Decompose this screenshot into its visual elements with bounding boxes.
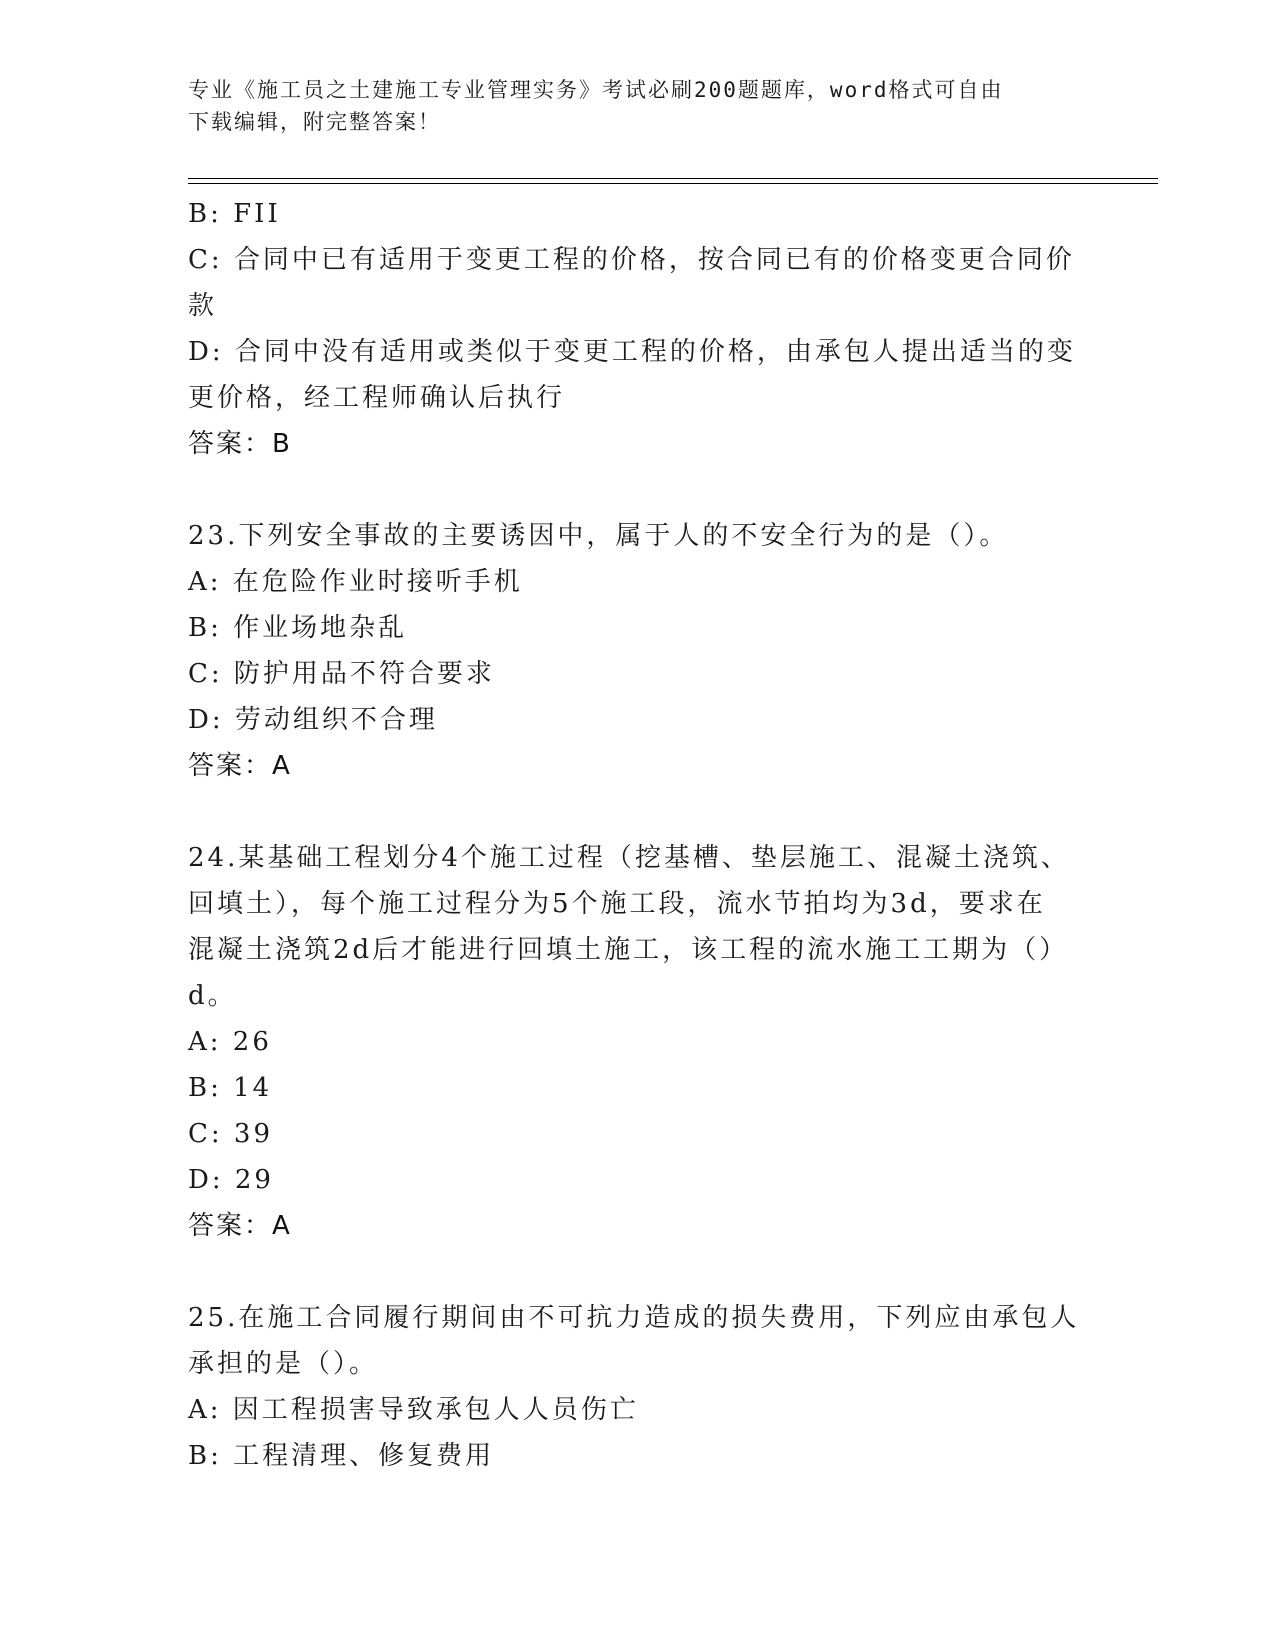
option-b: B: 作业场地杂乱 (188, 613, 408, 643)
question-stem-line-2: 回填土），每个施工过程分为5个施工段，流水节拍均为3d，要求在 (188, 889, 1046, 919)
spacer (188, 467, 1078, 513)
option-d: D: 29 (188, 1165, 274, 1195)
question-stem-line-4: d。 (188, 981, 237, 1011)
question-stem-line-2: 承担的是（）。 (188, 1349, 379, 1379)
option-d: D: 劳动组织不合理 (188, 705, 438, 735)
question-22-continued (188, 191, 1078, 467)
option-c: C: 39 (188, 1119, 274, 1149)
spacer (188, 789, 1078, 835)
option-b: B: 14 (188, 1073, 273, 1103)
option-d-line-1: D: 合同中没有适用或类似于变更工程的价格，由承包人提出适当的变 (188, 337, 1076, 367)
option-b: B: FII (188, 199, 281, 229)
header-divider-top (188, 178, 1158, 179)
option-b: B: 工程清理、修复费用 (188, 1441, 495, 1471)
document-header (188, 74, 1088, 138)
answer: 答案：A (188, 1211, 292, 1241)
header-line-2: 下载编辑，附完整答案！ (188, 110, 441, 134)
option-c-line-1: C: 合同中已有适用于变更工程的价格，按合同已有的价格变更合同价 (188, 245, 1075, 275)
option-a: A: 26 (188, 1027, 272, 1057)
answer: 答案：A (188, 751, 292, 781)
document-body (188, 191, 1078, 1479)
question-stem-line-1: 24.某基础工程划分4个施工过程（挖基槽、垫层施工、混凝土浇筑、 (188, 843, 1070, 873)
question-24 (188, 835, 1078, 1249)
header-line-1: 专业《施工员之土建施工专业管理实务》考试必刷200题题库，word格式可自由 (188, 78, 1004, 102)
option-c-line-2: 款 (188, 291, 218, 321)
option-a: A: 在危险作业时接听手机 (188, 567, 523, 597)
question-23 (188, 513, 1078, 789)
answer: 答案：B (188, 429, 292, 459)
question-25 (188, 1295, 1078, 1479)
spacer (188, 1249, 1078, 1295)
option-a: A: 因工程损害导致承包人人员伤亡 (188, 1395, 639, 1425)
question-stem-line-3: 混凝土浇筑2d后才能进行回填土施工，该工程的流水施工工期为（） (188, 935, 1069, 965)
option-c: C: 防护用品不符合要求 (188, 659, 495, 689)
question-stem: 23.下列安全事故的主要诱因中，属于人的不安全行为的是（）。 (188, 521, 1009, 551)
header-divider-bottom (188, 183, 1158, 184)
option-d-line-2: 更价格，经工程师确认后执行 (188, 383, 566, 413)
question-stem-line-1: 25.在施工合同履行期间由不可抗力造成的损失费用，下列应由承包人 (188, 1303, 1080, 1333)
